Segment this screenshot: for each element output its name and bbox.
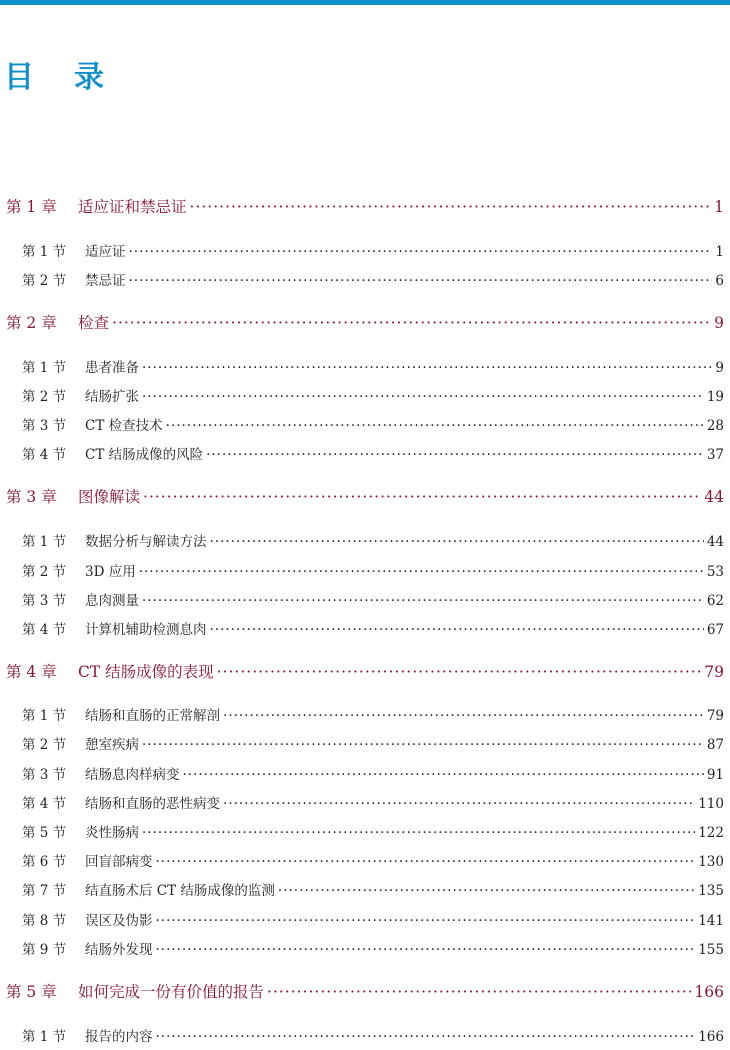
page-number: 28 bbox=[706, 418, 724, 434]
section-number: 第 4 节 bbox=[22, 622, 67, 638]
section-title: 数据分析与解读方法 bbox=[85, 534, 207, 550]
page-number: 62 bbox=[706, 593, 724, 609]
page-number: 155 bbox=[698, 942, 724, 958]
section-title: 报告的内容 bbox=[85, 1029, 153, 1045]
page-number: 9 bbox=[714, 314, 724, 332]
section-title: 息肉测量 bbox=[85, 593, 139, 609]
dot-leader bbox=[112, 314, 711, 332]
section-number: 第 1 节 bbox=[22, 244, 67, 260]
section-number: 第 4 节 bbox=[22, 796, 67, 812]
chapter-title: 检查 bbox=[78, 314, 110, 332]
dot-leader bbox=[278, 883, 695, 899]
section-title: CT 结肠成像的风险 bbox=[85, 447, 204, 463]
dot-leader bbox=[156, 1029, 696, 1045]
toc-section-row[interactable] bbox=[22, 792, 724, 812]
section-title: 回盲部病变 bbox=[85, 854, 153, 870]
page-number: 44 bbox=[704, 488, 724, 506]
section-number: 第 1 节 bbox=[22, 534, 67, 550]
title-char-1: 目 bbox=[4, 60, 34, 95]
toc-chapter-row[interactable] bbox=[6, 980, 724, 1002]
toc-section-row[interactable] bbox=[22, 240, 724, 260]
section-title: 炎性肠病 bbox=[85, 825, 139, 841]
section-number: 第 8 节 bbox=[22, 913, 67, 929]
chapter-number: 第 1 章 bbox=[6, 198, 57, 216]
toc-section-row[interactable] bbox=[22, 704, 724, 724]
section-title: 结肠扩张 bbox=[85, 389, 139, 405]
page-number: 6 bbox=[715, 273, 724, 289]
section-title: 禁忌证 bbox=[85, 273, 126, 289]
chapter-title: CT 结肠成像的表现 bbox=[78, 663, 214, 681]
toc-chapter-row[interactable] bbox=[6, 485, 724, 507]
dot-leader bbox=[142, 825, 695, 841]
page-number: 135 bbox=[698, 883, 724, 899]
section-number: 第 2 节 bbox=[22, 273, 67, 289]
page-number: 79 bbox=[704, 663, 724, 681]
dot-leader bbox=[156, 942, 696, 958]
section-title: 结直肠术后 CT 结肠成像的监测 bbox=[85, 883, 275, 899]
toc-section-row[interactable] bbox=[22, 733, 724, 753]
section-title: 憩室疾病 bbox=[85, 737, 139, 753]
page-number: 166 bbox=[694, 983, 724, 1001]
section-number: 第 1 节 bbox=[22, 708, 67, 724]
chapter-number: 第 4 章 bbox=[6, 663, 57, 681]
section-number: 第 3 节 bbox=[22, 418, 67, 434]
dot-leader bbox=[142, 593, 704, 609]
page-number: 9 bbox=[715, 360, 724, 376]
dot-leader bbox=[129, 244, 713, 260]
section-title: 适应证 bbox=[85, 244, 126, 260]
toc-section-row[interactable] bbox=[22, 443, 724, 463]
toc-section-row[interactable] bbox=[22, 356, 724, 376]
dot-leader bbox=[142, 360, 712, 376]
section-number: 第 2 节 bbox=[22, 564, 67, 580]
page-number: 166 bbox=[698, 1029, 724, 1045]
section-number: 第 2 节 bbox=[22, 737, 67, 753]
dot-leader bbox=[142, 389, 704, 405]
toc-section-row[interactable] bbox=[22, 589, 724, 609]
title-char-2: 录 bbox=[74, 60, 104, 95]
chapter-number: 第 2 章 bbox=[6, 314, 57, 332]
chapter-title: 适应证和禁忌证 bbox=[78, 198, 187, 216]
page-number: 87 bbox=[706, 737, 724, 753]
page-number: 141 bbox=[698, 913, 724, 929]
page-number: 130 bbox=[698, 854, 724, 870]
dot-leader bbox=[190, 198, 712, 216]
toc-section-row[interactable] bbox=[22, 530, 724, 550]
page-number: 122 bbox=[698, 825, 724, 841]
dot-leader bbox=[166, 418, 704, 434]
section-title: 结肠息肉样病变 bbox=[85, 767, 180, 783]
toc-section-row[interactable] bbox=[22, 1025, 724, 1045]
dot-leader bbox=[217, 663, 702, 681]
chapter-number: 第 3 章 bbox=[6, 488, 57, 506]
section-number: 第 4 节 bbox=[22, 447, 67, 463]
dot-leader bbox=[206, 447, 704, 463]
section-title: 计算机辅助检测息肉 bbox=[85, 622, 207, 638]
section-number: 第 1 节 bbox=[22, 360, 67, 376]
dot-leader bbox=[183, 767, 704, 783]
dot-leader bbox=[142, 737, 704, 753]
chapter-title: 如何完成一份有价值的报告 bbox=[78, 983, 265, 1001]
toc-chapter-row[interactable] bbox=[6, 311, 724, 333]
dot-leader bbox=[210, 534, 704, 550]
toc-chapter-row[interactable] bbox=[6, 660, 724, 682]
dot-leader bbox=[139, 564, 704, 580]
page-number: 91 bbox=[706, 767, 724, 783]
toc-section-row[interactable] bbox=[22, 763, 724, 783]
toc-section-row[interactable] bbox=[22, 269, 724, 289]
dot-leader bbox=[267, 983, 691, 1001]
section-number: 第 5 节 bbox=[22, 825, 67, 841]
section-title: 3D 应用 bbox=[85, 564, 136, 580]
section-number: 第 3 节 bbox=[22, 593, 67, 609]
chapter-number: 第 5 章 bbox=[6, 983, 57, 1001]
page-number: 19 bbox=[706, 389, 724, 405]
dot-leader bbox=[210, 622, 704, 638]
dot-leader bbox=[156, 913, 696, 929]
section-title: 结肠外发现 bbox=[85, 942, 153, 958]
section-number: 第 6 节 bbox=[22, 854, 67, 870]
dot-leader bbox=[156, 854, 696, 870]
section-title: 患者准备 bbox=[85, 360, 139, 376]
toc-section-row[interactable] bbox=[22, 938, 724, 958]
toc-section-row[interactable] bbox=[22, 618, 724, 638]
dot-leader bbox=[143, 488, 701, 506]
section-title: 结肠和直肠的正常解剖 bbox=[85, 708, 220, 724]
page-title bbox=[4, 52, 104, 96]
toc-section-row[interactable] bbox=[22, 909, 724, 929]
toc-section-row[interactable] bbox=[22, 850, 724, 870]
section-number: 第 3 节 bbox=[22, 767, 67, 783]
toc-chapter-row[interactable] bbox=[6, 195, 724, 217]
toc-section-row[interactable] bbox=[22, 414, 724, 434]
dot-leader bbox=[223, 796, 695, 812]
section-number: 第 2 节 bbox=[22, 389, 67, 405]
section-number: 第 9 节 bbox=[22, 942, 67, 958]
page-number: 44 bbox=[706, 534, 724, 550]
dot-leader bbox=[223, 708, 704, 724]
page-number: 1 bbox=[714, 198, 724, 216]
page-number: 67 bbox=[706, 622, 724, 638]
page-number: 1 bbox=[715, 244, 724, 260]
section-title: 误区及伪影 bbox=[85, 913, 153, 929]
page-number: 110 bbox=[698, 796, 724, 812]
section-number: 第 1 节 bbox=[22, 1029, 67, 1045]
toc-section-row[interactable] bbox=[22, 879, 724, 899]
toc-section-row[interactable] bbox=[22, 560, 724, 580]
page-number: 79 bbox=[706, 708, 724, 724]
section-number: 第 7 节 bbox=[22, 883, 67, 899]
section-title: CT 检查技术 bbox=[85, 418, 163, 434]
section-title: 结肠和直肠的恶性病变 bbox=[85, 796, 220, 812]
toc-section-row[interactable] bbox=[22, 821, 724, 841]
page-number: 37 bbox=[706, 447, 724, 463]
top-accent-bar bbox=[0, 0, 730, 5]
toc-section-row[interactable] bbox=[22, 385, 724, 405]
chapter-title: 图像解读 bbox=[78, 488, 141, 506]
page-number: 53 bbox=[706, 564, 724, 580]
dot-leader bbox=[129, 273, 713, 289]
